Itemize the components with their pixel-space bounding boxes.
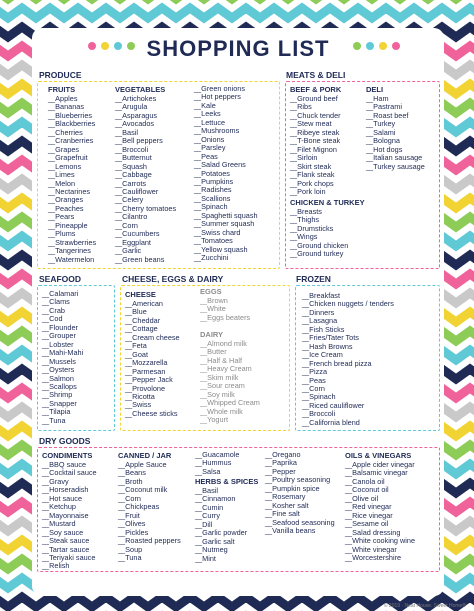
list-item[interactable]: __ Eggplant (115, 239, 176, 247)
list-item[interactable]: __ Coconut oil (345, 486, 415, 494)
list-item[interactable]: __ BBQ sauce (42, 461, 97, 469)
vegetables-list-2 (194, 85, 258, 263)
list-item[interactable]: __ Cherry tomatoes (115, 205, 176, 213)
list-item[interactable]: __ Mushrooms (194, 127, 258, 135)
list-item[interactable]: __ Horseradish (42, 486, 97, 494)
list-item[interactable]: __ Mahi-Mahi (42, 349, 83, 357)
list-item[interactable]: __ Oregano (265, 451, 335, 459)
beef-pork-list (290, 85, 341, 196)
list-item[interactable]: __ Potatoes (194, 170, 258, 178)
list-item[interactable]: __ Zucchini (194, 254, 258, 262)
list-item[interactable]: __ Oranges (48, 196, 96, 204)
list-item[interactable]: __ Cilantro (115, 213, 176, 221)
list-item[interactable]: __ Hummus (195, 459, 239, 467)
deli-list (366, 85, 425, 171)
list-item[interactable]: __ Broccoli (302, 410, 394, 418)
list-item[interactable]: __ Dinners (302, 309, 394, 317)
list-item[interactable]: __ Pepper (265, 468, 335, 476)
list-header: BEEF & PORK (290, 85, 342, 94)
fruits-list (48, 85, 96, 264)
list-item[interactable]: __ Italian sausage (366, 154, 425, 162)
list-item[interactable]: __ Olive oil (345, 495, 415, 503)
canned-jar-list (118, 451, 181, 562)
list-item[interactable]: __ Chicken nuggets / tenders (302, 300, 394, 308)
list-item[interactable]: __ Pears (48, 213, 96, 221)
list-item[interactable]: __ Teriyaki sauce (42, 554, 97, 562)
list-item[interactable]: __ Chickpeas (118, 503, 181, 511)
list-item[interactable]: __ Salad dressing (345, 529, 415, 537)
list-item[interactable]: __ Scallions (194, 195, 258, 203)
list-item[interactable]: __ Heavy Cream (200, 365, 260, 373)
list-item[interactable]: __ Guacamole (195, 451, 239, 459)
list-item[interactable]: __ Balsamic vinegar (345, 469, 415, 477)
list-item[interactable]: __ Steak sauce (42, 537, 97, 545)
list-item[interactable]: __ Hash Browns (302, 343, 394, 351)
frozen-list (302, 292, 394, 427)
list-item[interactable]: __ Salmon (42, 375, 83, 383)
list-item[interactable]: __ Filet Mignon (290, 146, 341, 154)
list-item[interactable]: __ Ice Cream (302, 351, 394, 359)
eggs-list (200, 287, 250, 322)
list-item[interactable]: __ Stew meat (290, 120, 341, 128)
list-item[interactable]: __ Kosher salt (265, 502, 335, 510)
list-item[interactable]: __ Calamari (42, 290, 83, 298)
list-item[interactable]: __ Snapper (42, 400, 83, 408)
list-item[interactable]: __ Chuck tender (290, 112, 341, 120)
list-item[interactable]: __ Whole milk (200, 408, 260, 416)
list-header: OILS & VINEGARS (345, 451, 412, 460)
list-item[interactable]: __ Cauliflower (115, 188, 176, 196)
list-item[interactable]: __ Corn (118, 495, 181, 503)
list-item[interactable]: __ Lemons (48, 163, 96, 171)
list-item[interactable]: __ Pepper Jack (125, 376, 180, 384)
list-header: DELI (366, 85, 384, 94)
list-item[interactable]: __ Broccoli (115, 146, 176, 154)
list-item[interactable]: __ Feta (125, 342, 180, 350)
list-item[interactable]: __ Ketchup (42, 503, 97, 511)
section-seafood: SEAFOOD (39, 274, 82, 284)
list-item[interactable]: __ Mustard (42, 520, 97, 528)
list-item[interactable]: __ Sour cream (200, 382, 260, 390)
list-item[interactable]: __ Fine salt (265, 510, 335, 518)
list-item[interactable]: __ Nectarines (48, 188, 96, 196)
list-item[interactable]: __ Salsa (195, 468, 239, 476)
list-header: CHEESE (125, 290, 156, 299)
section-cheese-eggs-dairy: CHEESE, EGGS & DAIRY (122, 274, 224, 284)
list-item[interactable]: __ Pizza (302, 368, 394, 376)
herbs-spices-list-2 (265, 451, 335, 536)
list-item[interactable]: __ Cocktail sauce (42, 469, 97, 477)
list-item[interactable]: __ French bread pizza (302, 360, 394, 368)
list-item[interactable]: __ Green onions (194, 85, 258, 93)
list-header: DAIRY (200, 330, 224, 339)
list-item[interactable]: __ Cucumbers (115, 230, 176, 238)
list-item[interactable]: __ Tomatoes (194, 237, 258, 245)
list-item[interactable]: __ Arugula (115, 103, 176, 111)
list-item[interactable]: __ Mayonnaise (42, 512, 97, 520)
list-item[interactable]: __ White vinegar (345, 546, 415, 554)
list-item[interactable]: __ Blueberries (48, 112, 96, 120)
list-item[interactable]: __ Asparagus (115, 112, 176, 120)
list-item[interactable]: __ Ground turkey (290, 250, 365, 258)
list-item[interactable]: __ Hot peppers (194, 93, 258, 101)
list-item[interactable]: __ Beans (118, 469, 181, 477)
list-item[interactable]: __ Pumpkin spice (265, 485, 335, 493)
herbs-spices-list (195, 477, 258, 563)
list-item[interactable]: __ Roasted peppers (118, 537, 181, 545)
list-item[interactable]: __ Tartar sauce (42, 546, 97, 554)
list-item[interactable]: __ Butternut (115, 154, 176, 162)
list-item[interactable]: __ Swiss (125, 401, 180, 409)
list-item[interactable]: __ Vanilla beans (265, 527, 335, 535)
oils-vinegars-list (345, 451, 415, 562)
list-item[interactable]: __ Blackberries (48, 120, 96, 128)
title-dots-right (353, 42, 400, 50)
list-item[interactable]: __ Artichokes (115, 95, 176, 103)
list-item[interactable]: __ Skirt steak (290, 163, 341, 171)
list-item[interactable]: __ Grouper (42, 332, 83, 340)
list-item[interactable]: __ Seafood seasoning (265, 519, 335, 527)
list-item[interactable]: __ Spinach (194, 203, 258, 211)
list-item[interactable]: __ Tuna (118, 554, 181, 562)
section-produce: PRODUCE (39, 70, 82, 80)
list-item[interactable]: __ Tuna (42, 417, 83, 425)
list-item[interactable]: __ Dill (195, 521, 258, 529)
list-item[interactable]: __ Brown (200, 297, 250, 305)
list-item[interactable]: __ Cheese sticks (125, 410, 180, 418)
vegetables-list (115, 85, 176, 264)
copyright-footer: © 2019 · Neat House. Sweet Home® (383, 603, 466, 609)
shopping-list-sheet (32, 28, 444, 596)
list-item[interactable]: __ Pastrami (366, 103, 425, 111)
list-item[interactable]: __ Cherries (48, 129, 96, 137)
list-item[interactable]: __ Cod (42, 315, 83, 323)
list-item[interactable]: __ Grapes (48, 146, 96, 154)
list-item[interactable]: __ Basil (195, 487, 258, 495)
list-item[interactable]: __ Skim milk (200, 374, 260, 382)
list-item[interactable]: __ Apple Sauce (118, 461, 181, 469)
list-item[interactable]: __ Melon (48, 180, 96, 188)
list-item[interactable]: __ Olives (118, 520, 181, 528)
list-item[interactable]: __ White (200, 305, 250, 313)
list-item[interactable]: __ California blend (302, 419, 394, 427)
list-item[interactable]: __ Cumin (195, 504, 258, 512)
list-item[interactable]: __ Mint (195, 555, 258, 563)
list-item[interactable]: __ Spinach (302, 393, 394, 401)
list-item[interactable]: __ Rosemary (265, 493, 335, 501)
list-item[interactable]: __ Breasts (290, 208, 365, 216)
list-item[interactable]: __ Cranberries (48, 137, 96, 145)
list-item[interactable]: __ Swiss chard (194, 229, 258, 237)
list-item[interactable]: __ Limes (48, 171, 96, 179)
list-item[interactable]: __ Sirloin (290, 154, 341, 162)
list-item[interactable]: __ Apples (48, 95, 96, 103)
list-item[interactable]: __ Yogurt (200, 416, 260, 424)
list-item[interactable]: __ Oysters (42, 366, 83, 374)
list-item[interactable]: __ Ham (366, 95, 425, 103)
list-item[interactable]: __ Parsley (194, 144, 258, 152)
list-item[interactable]: __ Nutmeg (195, 546, 258, 554)
list-item[interactable]: __ Canola oil (345, 478, 415, 486)
list-header: CHICKEN & TURKEY (290, 198, 365, 207)
list-item[interactable]: __ Rice vinegar (345, 512, 415, 520)
list-item[interactable]: __ Cabbage (115, 171, 176, 179)
list-item[interactable]: __ Onions (194, 136, 258, 144)
list-item[interactable]: __ Butter (200, 348, 260, 356)
list-item[interactable]: __ Mozzarella (125, 359, 180, 367)
list-header: FRUITS (48, 85, 76, 94)
list-item[interactable]: __ Wings (290, 233, 365, 241)
list-item[interactable]: __ Plums (48, 230, 96, 238)
list-item[interactable]: __ Bologna (366, 137, 425, 145)
list-item[interactable]: __ Pork loin (290, 188, 341, 196)
list-item[interactable]: __ Soy sauce (42, 529, 97, 537)
list-item[interactable]: __ Ribs (290, 103, 341, 111)
list-item[interactable]: __ Basil (115, 129, 176, 137)
list-item[interactable]: __ Pumpkins (194, 178, 258, 186)
list-item[interactable]: __ Salami (366, 129, 425, 137)
list-item[interactable]: __ Fruit (118, 512, 181, 520)
list-item[interactable]: __ T-Bone steak (290, 137, 341, 145)
list-item[interactable]: __ Watermelon (48, 256, 96, 264)
list-header: CANNED / JAR (118, 451, 172, 460)
list-item[interactable]: __ Hot dogs (366, 146, 425, 154)
list-item[interactable]: __ Spaghetti squash (194, 212, 258, 220)
list-item[interactable]: __ Roast beef (366, 112, 425, 120)
list-item[interactable]: __ Parmesan (125, 368, 180, 376)
section-dry-goods: DRY GOODS (39, 436, 91, 446)
list-item[interactable]: __ Turkey (366, 120, 425, 128)
list-item[interactable]: __ Scallops (42, 383, 83, 391)
list-item[interactable]: __ Whipped Cream (200, 399, 260, 407)
list-item[interactable]: __ Paprika (265, 459, 335, 467)
list-item[interactable]: __ Provolone (125, 385, 180, 393)
list-item[interactable]: __ Fish Sticks (302, 326, 394, 334)
chicken-turkey-list (290, 198, 365, 259)
list-item[interactable]: __ Ricotta (125, 393, 180, 401)
list-item[interactable]: __ Riced cauliflower (302, 402, 394, 410)
list-item[interactable]: __ Turkey sausage (366, 163, 425, 171)
list-item[interactable]: __ Apple cider vinegar (345, 461, 415, 469)
canned-jar-list-2 (195, 451, 239, 476)
list-item[interactable]: __ Fries/Tater Tots (302, 334, 394, 342)
list-item[interactable]: __ Radishes (194, 186, 258, 194)
list-item[interactable]: __ Almond milk (200, 340, 260, 348)
list-item[interactable]: __ Curry (195, 512, 258, 520)
section-meats-deli: MEATS & DELI (286, 70, 346, 80)
list-item[interactable]: __ Gravy (42, 478, 97, 486)
list-item[interactable]: __ Garlic powder (195, 529, 258, 537)
list-header: HERBS & SPICES (195, 477, 259, 486)
list-item[interactable]: __ Soy milk (200, 391, 260, 399)
list-item[interactable]: __ Peaches (48, 205, 96, 213)
list-item[interactable]: __ Lobster (42, 341, 83, 349)
list-item[interactable]: __ Tilapia (42, 408, 83, 416)
list-item[interactable]: __ Cream cheese (125, 334, 180, 342)
list-item[interactable]: __ Cottage (125, 325, 180, 333)
list-item[interactable]: __ Lasagna (302, 317, 394, 325)
list-header: CONDIMENTS (42, 451, 93, 460)
list-item[interactable]: __ Pork chops (290, 180, 341, 188)
list-item[interactable]: __ Eggs beaters (200, 314, 250, 322)
list-item[interactable]: __ Sesame oil (345, 520, 415, 528)
list-item[interactable]: __ Clams (42, 298, 83, 306)
list-item[interactable]: __ Peas (302, 377, 394, 385)
list-item[interactable]: __ Coconut milk (118, 486, 181, 494)
list-item[interactable]: __ Shrimp (42, 391, 83, 399)
list-item[interactable]: __ Strawberries (48, 239, 96, 247)
list-item[interactable]: __ White cooking wine (345, 537, 415, 545)
page-title: SHOPPING LIST (146, 36, 330, 61)
list-item[interactable]: __ Thighs (290, 216, 365, 224)
list-item[interactable]: __ Ground beef (290, 95, 341, 103)
list-item[interactable]: __ Hot sauce (42, 495, 97, 503)
list-item[interactable]: __ Red vinegar (345, 503, 415, 511)
list-item[interactable]: __ Soup (118, 546, 181, 554)
list-item[interactable]: __ Carrots (115, 180, 176, 188)
list-item[interactable]: __ Ribeye steak (290, 129, 341, 137)
list-item[interactable]: __ Relish (42, 562, 97, 570)
list-item[interactable]: __ Pickles (118, 529, 181, 537)
dairy-list (200, 330, 260, 425)
list-item[interactable]: __ Peas (194, 153, 258, 161)
list-item[interactable]: __ Worcestershire (345, 554, 415, 562)
seafood-list (42, 290, 83, 425)
list-item[interactable]: __ Leeks (194, 110, 258, 118)
list-item[interactable]: __ Corn (115, 222, 176, 230)
list-item[interactable]: __ Mussels (42, 358, 83, 366)
list-item[interactable]: __ Half & Half (200, 357, 260, 365)
list-item[interactable]: __ Garlic (115, 247, 176, 255)
list-item[interactable]: __ Breakfast (302, 292, 394, 300)
list-item[interactable]: __ Garlic salt (195, 538, 258, 546)
list-item[interactable]: __ Bell peppers (115, 137, 176, 145)
list-item[interactable]: __ Grapefruit (48, 154, 96, 162)
list-item[interactable]: __ Blue (125, 308, 180, 316)
list-item[interactable]: __ Goat (125, 351, 180, 359)
list-item[interactable]: __ Cinnamon (195, 495, 258, 503)
list-item[interactable]: __ Crab (42, 307, 83, 315)
list-item[interactable]: __ Lettuce (194, 119, 258, 127)
list-item[interactable]: __ Ground chicken (290, 242, 365, 250)
list-item[interactable]: __ American (125, 300, 180, 308)
list-item[interactable]: __ Celery (115, 196, 176, 204)
list-item[interactable]: __ Bananas (48, 103, 96, 111)
list-item[interactable]: __ Flounder (42, 324, 83, 332)
list-item[interactable]: __ Green beans (115, 256, 176, 264)
list-item[interactable]: __ Summer squash (194, 220, 258, 228)
list-item[interactable]: __ Poultry seasoning (265, 476, 335, 484)
list-header: EGGS (200, 287, 222, 296)
list-item[interactable]: __ Pineapple (48, 222, 96, 230)
condiments-list (42, 451, 97, 571)
list-item[interactable]: __ Squash (115, 163, 176, 171)
list-item[interactable]: __ Drumsticks (290, 225, 365, 233)
list-item[interactable]: __ Salad Greens (194, 161, 258, 169)
section-frozen: FROZEN (296, 274, 331, 284)
list-header: VEGETABLES (115, 85, 166, 94)
cheese-list (125, 290, 180, 418)
list-item[interactable]: __ Yellow squash (194, 246, 258, 254)
list-item[interactable]: __ Cheddar (125, 317, 180, 325)
list-item[interactable]: __ Tangerines (48, 247, 96, 255)
list-item[interactable]: __ Flank steak (290, 171, 341, 179)
list-item[interactable]: __ Broth (118, 478, 181, 486)
list-item[interactable]: __ Avocados (115, 120, 176, 128)
list-item[interactable]: __ Kale (194, 102, 258, 110)
list-item[interactable]: __ Corn (302, 385, 394, 393)
